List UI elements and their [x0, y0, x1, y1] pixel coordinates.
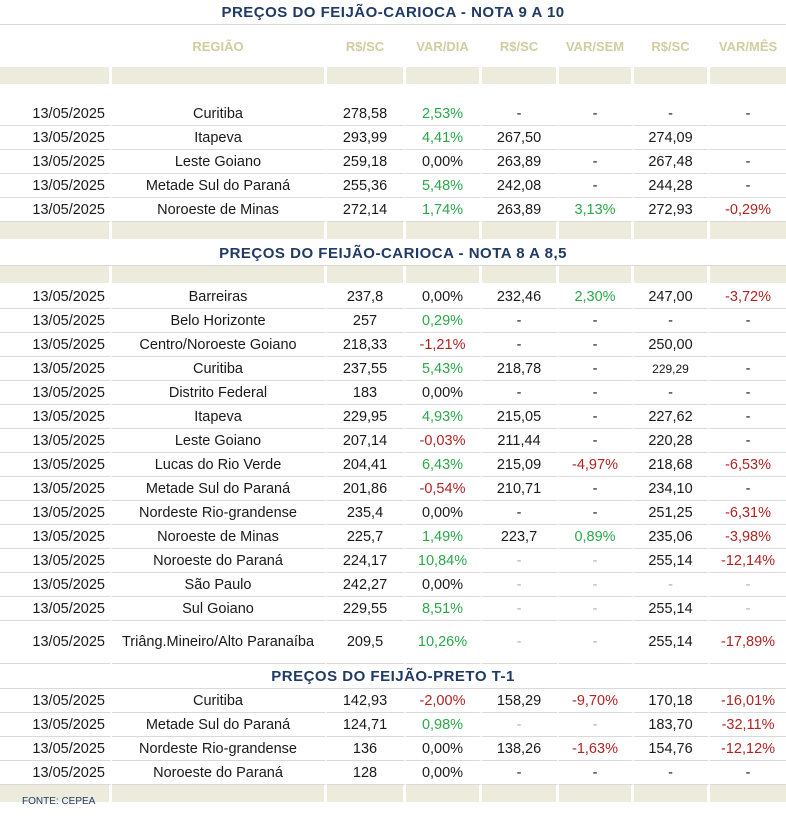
row-var-month: -: [710, 357, 786, 381]
row-date: 13/05/2025: [0, 174, 112, 198]
table-row: [0, 597, 786, 621]
section-title-row: [0, 664, 786, 689]
row-var-day: 5,48%: [406, 174, 482, 198]
row-var-week: 0,89%: [559, 525, 634, 549]
row-price-day: 218,33: [327, 333, 406, 357]
row-price-week: -: [482, 501, 559, 525]
row-region: Noroeste de Minas: [112, 525, 327, 549]
row-var-week: 2,30%: [559, 285, 634, 309]
section-title: PREÇOS DO FEIJÃO-CARIOCA - NOTA 8 A 8,5: [0, 241, 786, 266]
row-var-month: -: [710, 761, 786, 785]
row-region: Belo Horizonte: [112, 309, 327, 333]
row-date: 13/05/2025: [0, 597, 112, 621]
row-region: Lucas do Rio Verde: [112, 453, 327, 477]
row-var-week: -: [559, 477, 634, 501]
row-price-week: 215,05: [482, 405, 559, 429]
row-var-week: -: [559, 174, 634, 198]
row-price-week: -: [482, 309, 559, 333]
row-var-month: -6,53%: [710, 453, 786, 477]
row-var-week: -: [559, 573, 634, 597]
row-price-day: 136: [327, 737, 406, 761]
row-region: Curitiba: [112, 102, 327, 126]
row-price-day: 229,95: [327, 405, 406, 429]
row-price-week: -: [482, 573, 559, 597]
row-region: Noroeste de Minas: [112, 198, 327, 222]
row-price-month: 255,14: [634, 621, 710, 664]
band-row: [0, 266, 786, 285]
row-price-month: -: [634, 102, 710, 126]
row-price-day: 183: [327, 381, 406, 405]
row-var-month: -17,89%: [710, 621, 786, 664]
row-var-week: -1,63%: [559, 737, 634, 761]
row-price-week: -: [482, 597, 559, 621]
header-var-day: VAR/DIA: [406, 25, 482, 67]
row-price-month: 267,48: [634, 150, 710, 174]
row-var-month: -: [710, 477, 786, 501]
row-var-day: 5,43%: [406, 357, 482, 381]
row-region: Metade Sul do Paraná: [112, 713, 327, 737]
row-var-day: 0,00%: [406, 285, 482, 309]
section-title: PREÇOS DO FEIJÃO-CARIOCA - NOTA 9 A 10: [0, 0, 786, 25]
row-price-day: 255,36: [327, 174, 406, 198]
row-price-month: -: [634, 309, 710, 333]
table-row: [0, 102, 786, 126]
row-price-month: 229,29: [634, 357, 710, 381]
table-row: [0, 381, 786, 405]
row-price-month: 183,70: [634, 713, 710, 737]
section-title: PREÇOS DO FEIJÃO-PRETO T-1: [0, 664, 786, 689]
row-var-week: -9,70%: [559, 689, 634, 713]
row-price-day: 242,27: [327, 573, 406, 597]
table-row: [0, 501, 786, 525]
row-region: Leste Goiano: [112, 150, 327, 174]
row-var-day: -0,03%: [406, 429, 482, 453]
row-var-month: [710, 333, 786, 357]
row-region: Leste Goiano: [112, 429, 327, 453]
table-row: [0, 477, 786, 501]
row-var-day: 4,41%: [406, 126, 482, 150]
row-var-day: 8,51%: [406, 597, 482, 621]
row-date: 13/05/2025: [0, 689, 112, 713]
header-date: [0, 25, 112, 67]
row-var-week: -: [559, 309, 634, 333]
row-var-day: 0,29%: [406, 309, 482, 333]
row-date: 13/05/2025: [0, 309, 112, 333]
row-price-month: 251,25: [634, 501, 710, 525]
row-price-month: 220,28: [634, 429, 710, 453]
row-region: Centro/Noroeste Goiano: [112, 333, 327, 357]
row-var-week: -: [559, 621, 634, 664]
row-var-week: -: [559, 549, 634, 573]
row-price-week: 215,09: [482, 453, 559, 477]
header-price-month: R$/SC: [634, 25, 710, 67]
row-price-day: 259,18: [327, 150, 406, 174]
header-region: REGIÃO: [112, 25, 327, 67]
row-var-day: 0,00%: [406, 573, 482, 597]
row-region: Curitiba: [112, 689, 327, 713]
row-region: Barreiras: [112, 285, 327, 309]
row-price-day: 257: [327, 309, 406, 333]
row-var-day: 0,00%: [406, 761, 482, 785]
row-var-week: -: [559, 597, 634, 621]
row-var-month: -12,12%: [710, 737, 786, 761]
row-price-day: 235,4: [327, 501, 406, 525]
row-price-day: 142,93: [327, 689, 406, 713]
row-price-week: -: [482, 621, 559, 664]
row-var-day: 10,84%: [406, 549, 482, 573]
row-price-week: 138,26: [482, 737, 559, 761]
row-var-week: -: [559, 150, 634, 174]
column-header-row: [0, 25, 786, 67]
row-price-week: -: [482, 333, 559, 357]
row-var-day: 0,98%: [406, 713, 482, 737]
table-row: [0, 573, 786, 597]
row-price-week: -: [482, 713, 559, 737]
row-price-month: -: [634, 573, 710, 597]
row-price-week: 211,44: [482, 429, 559, 453]
row-price-month: 154,76: [634, 737, 710, 761]
row-price-day: 293,99: [327, 126, 406, 150]
row-region: Curitiba: [112, 357, 327, 381]
row-price-day: 207,14: [327, 429, 406, 453]
header-price-day: R$/SC: [327, 25, 406, 67]
row-price-month: 244,28: [634, 174, 710, 198]
row-price-month: 255,14: [634, 597, 710, 621]
row-region: Nordeste Rio-grandense: [112, 501, 327, 525]
row-region: Triâng.Mineiro/Alto Paranaíba: [112, 621, 327, 664]
row-price-week: 223,7: [482, 525, 559, 549]
row-var-week: -: [559, 713, 634, 737]
row-var-month: -: [710, 429, 786, 453]
row-var-month: -: [710, 573, 786, 597]
row-date: 13/05/2025: [0, 573, 112, 597]
row-var-week: -: [559, 405, 634, 429]
table-row: [0, 333, 786, 357]
row-price-month: 272,93: [634, 198, 710, 222]
row-price-week: 263,89: [482, 198, 559, 222]
table-row: [0, 689, 786, 713]
table-row: [0, 357, 786, 381]
row-region: Distrito Federal: [112, 381, 327, 405]
row-var-day: 0,00%: [406, 381, 482, 405]
row-var-month: -: [710, 381, 786, 405]
table-row: [0, 453, 786, 477]
row-region: Nordeste Rio-grandense: [112, 737, 327, 761]
row-price-day: 278,58: [327, 102, 406, 126]
row-price-day: 225,7: [327, 525, 406, 549]
band-row: [0, 67, 786, 86]
row-var-month: -: [710, 597, 786, 621]
row-var-month: -: [710, 102, 786, 126]
table-row: [0, 405, 786, 429]
row-var-month: -0,29%: [710, 198, 786, 222]
row-price-week: -: [482, 381, 559, 405]
row-var-day: -2,00%: [406, 689, 482, 713]
row-date: 13/05/2025: [0, 405, 112, 429]
row-date: 13/05/2025: [0, 126, 112, 150]
row-var-week: -: [559, 761, 634, 785]
row-region: Noroeste do Paraná: [112, 549, 327, 573]
row-price-day: 229,55: [327, 597, 406, 621]
header-price-week: R$/SC: [482, 25, 559, 67]
row-var-day: 0,00%: [406, 150, 482, 174]
table-row: [0, 429, 786, 453]
row-price-day: 272,14: [327, 198, 406, 222]
row-date: 13/05/2025: [0, 501, 112, 525]
table-row: [0, 549, 786, 573]
row-price-month: 170,18: [634, 689, 710, 713]
row-var-day: 2,53%: [406, 102, 482, 126]
band-row: [0, 222, 786, 241]
row-date: 13/05/2025: [0, 333, 112, 357]
row-var-month: -32,11%: [710, 713, 786, 737]
row-region: Itapeva: [112, 405, 327, 429]
section-title-row: [0, 241, 786, 266]
row-var-week: -: [559, 357, 634, 381]
table-row: [0, 126, 786, 150]
row-var-week: [559, 126, 634, 150]
row-price-month: -: [634, 761, 710, 785]
source-footer: FONTE: CEPEA: [22, 796, 96, 807]
row-var-month: -: [710, 405, 786, 429]
row-var-month: -12,14%: [710, 549, 786, 573]
row-date: 13/05/2025: [0, 621, 112, 664]
row-price-month: 227,62: [634, 405, 710, 429]
row-var-month: -3,72%: [710, 285, 786, 309]
row-var-week: -: [559, 333, 634, 357]
row-price-month: 274,09: [634, 126, 710, 150]
row-price-day: 204,41: [327, 453, 406, 477]
row-price-week: 232,46: [482, 285, 559, 309]
row-region: Itapeva: [112, 126, 327, 150]
row-var-day: 0,00%: [406, 501, 482, 525]
row-price-week: -: [482, 549, 559, 573]
row-var-month: -: [710, 309, 786, 333]
row-date: 13/05/2025: [0, 525, 112, 549]
table-row: [0, 150, 786, 174]
row-region: Noroeste do Paraná: [112, 761, 327, 785]
table-row: [0, 198, 786, 222]
row-var-day: -0,54%: [406, 477, 482, 501]
row-price-day: 224,17: [327, 549, 406, 573]
row-var-month: [710, 126, 786, 150]
row-var-day: 1,49%: [406, 525, 482, 549]
row-price-week: 267,50: [482, 126, 559, 150]
row-price-month: 255,14: [634, 549, 710, 573]
row-price-month: -: [634, 381, 710, 405]
row-var-week: -: [559, 102, 634, 126]
row-date: 13/05/2025: [0, 761, 112, 785]
row-date: 13/05/2025: [0, 285, 112, 309]
row-region: São Paulo: [112, 573, 327, 597]
row-price-day: 128: [327, 761, 406, 785]
row-var-month: -: [710, 174, 786, 198]
row-date: 13/05/2025: [0, 381, 112, 405]
row-var-day: -1,21%: [406, 333, 482, 357]
header-var-month: VAR/MÊS: [718, 38, 778, 54]
row-price-week: -: [482, 761, 559, 785]
table-row: [0, 621, 786, 664]
row-price-week: 158,29: [482, 689, 559, 713]
row-price-month: 247,00: [634, 285, 710, 309]
row-var-week: 3,13%: [559, 198, 634, 222]
row-date: 13/05/2025: [0, 102, 112, 126]
row-price-week: 210,71: [482, 477, 559, 501]
row-var-day: 6,43%: [406, 453, 482, 477]
row-price-week: 242,08: [482, 174, 559, 198]
row-price-day: 124,71: [327, 713, 406, 737]
row-var-week: -: [559, 381, 634, 405]
band-row: [0, 785, 786, 804]
row-region: Sul Goiano: [112, 597, 327, 621]
table-row: [0, 713, 786, 737]
row-region: Metade Sul do Paraná: [112, 174, 327, 198]
row-var-week: -4,97%: [559, 453, 634, 477]
row-var-week: -: [559, 501, 634, 525]
table-row: [0, 174, 786, 198]
row-price-week: 263,89: [482, 150, 559, 174]
header-var-week: VAR/SEM: [559, 25, 634, 67]
row-var-day: 10,26%: [406, 621, 482, 664]
row-price-month: 235,06: [634, 525, 710, 549]
row-price-month: 250,00: [634, 333, 710, 357]
row-date: 13/05/2025: [0, 453, 112, 477]
row-price-day: 237,8: [327, 285, 406, 309]
row-date: 13/05/2025: [0, 357, 112, 381]
table-row: [0, 309, 786, 333]
row-var-day: 0,00%: [406, 737, 482, 761]
row-var-day: 1,74%: [406, 198, 482, 222]
row-price-month: 234,10: [634, 477, 710, 501]
row-date: 13/05/2025: [0, 198, 112, 222]
row-date: 13/05/2025: [0, 737, 112, 761]
row-date: 13/05/2025: [0, 549, 112, 573]
row-price-day: 201,86: [327, 477, 406, 501]
row-date: 13/05/2025: [0, 477, 112, 501]
row-date: 13/05/2025: [0, 429, 112, 453]
row-var-month: -6,31%: [710, 501, 786, 525]
table-row: [0, 285, 786, 309]
row-price-month: 218,68: [634, 453, 710, 477]
row-price-day: 209,5: [327, 621, 406, 664]
blank-row: [0, 86, 786, 102]
row-region: Metade Sul do Paraná: [112, 477, 327, 501]
row-var-month: -16,01%: [710, 689, 786, 713]
section-title-row: [0, 0, 786, 25]
table-row: [0, 761, 786, 785]
row-var-week: -: [559, 429, 634, 453]
row-date: 13/05/2025: [0, 150, 112, 174]
row-var-day: 4,93%: [406, 405, 482, 429]
row-price-week: -: [482, 102, 559, 126]
table-row: [0, 737, 786, 761]
table-row: [0, 525, 786, 549]
row-price-day: 237,55: [327, 357, 406, 381]
row-var-month: -: [710, 150, 786, 174]
row-var-month: -3,98%: [710, 525, 786, 549]
row-price-week: 218,78: [482, 357, 559, 381]
row-date: 13/05/2025: [0, 713, 112, 737]
